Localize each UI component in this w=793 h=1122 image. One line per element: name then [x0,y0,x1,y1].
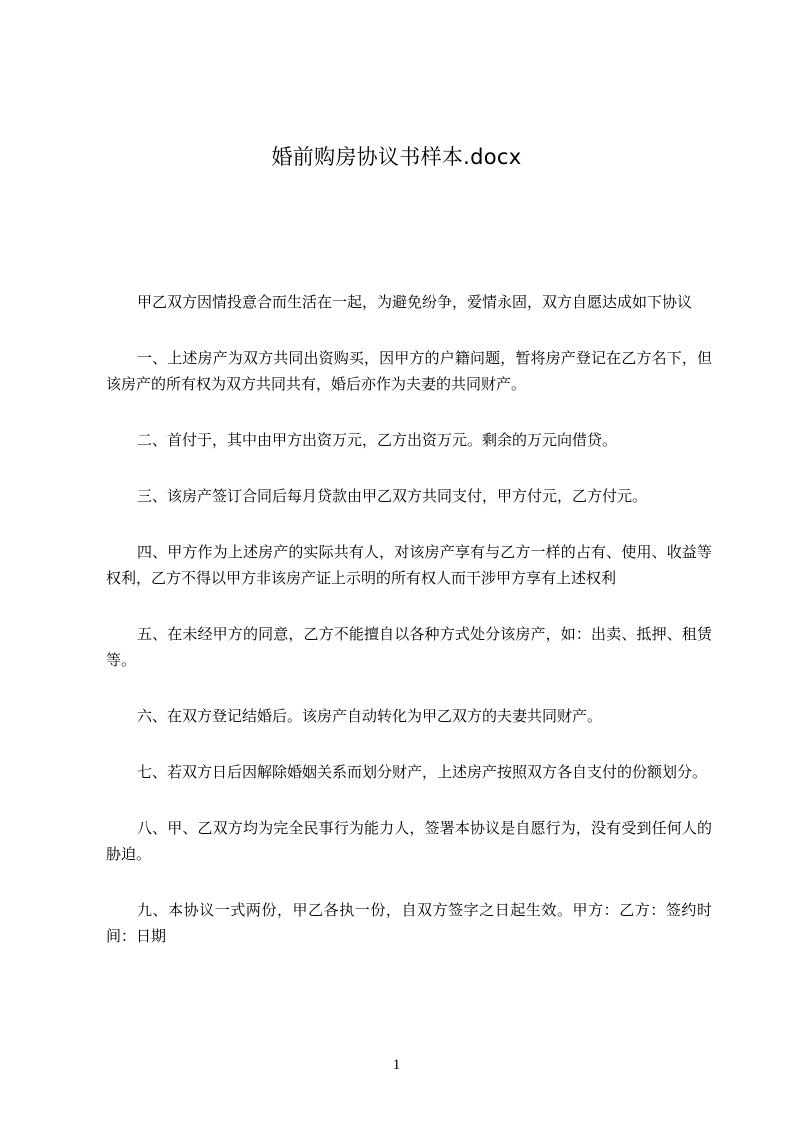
paragraph-clause-8: 八、甲、乙双方均为完全民事行为能力人，签署本协议是自愿行为，没有受到任何人的胁迫。 [106,819,712,863]
paragraph-clause-6: 六、在双方登记结婚后。该房产自动转化为甲乙双方的夫妻共同财产。 [137,707,603,725]
document-body [106,289,712,979]
paragraph-clause-5: 五、在未经甲方的同意，乙方不能擅自以各种方式处分该房产，如：出卖、抵押、租赁等。 [106,625,712,669]
document-title: 婚前购房协议书样本.docx [271,145,522,169]
paragraph-clause-7: 七、若双方日后因解除婚姻关系而划分财产，上述房产按照双方各自支付的份额划分。 [137,763,708,781]
page-number: 1 [392,1057,401,1073]
paragraph-clause-1: 一、上述房产为双方共同出资购买，因甲方的户籍问题，暂将房产登记在乙方名下，但该房产的所有权为双方共同共有，婚后亦作为夫妻的共同财产。 [106,349,712,393]
paragraph-clause-4: 四、甲方作为上述房产的实际共有人，对该房产享有与乙方一样的占有、使用、收益等权利，乙方不得以甲方非该房产证上示明的所有权人而干涉甲方享有上述权利 [106,543,712,587]
paragraph-clause-9: 九、本协议一式两份，甲乙各执一份，自双方签字之日起生效。甲方：乙方：签约时间：日期 [106,901,712,945]
paragraph-clause-2: 二、首付于，其中由甲方出资万元，乙方出资万元。剩余的万元向借贷。 [137,431,618,449]
paragraph-clause-3: 三、该房产签订合同后每月贷款由甲乙双方共同支付，甲方付元，乙方付元。 [137,487,648,505]
paragraph-intro: 甲乙双方因情投意合而生活在一起，为避免纷争，爱情永固，双方自愿达成如下协议 [137,293,693,311]
